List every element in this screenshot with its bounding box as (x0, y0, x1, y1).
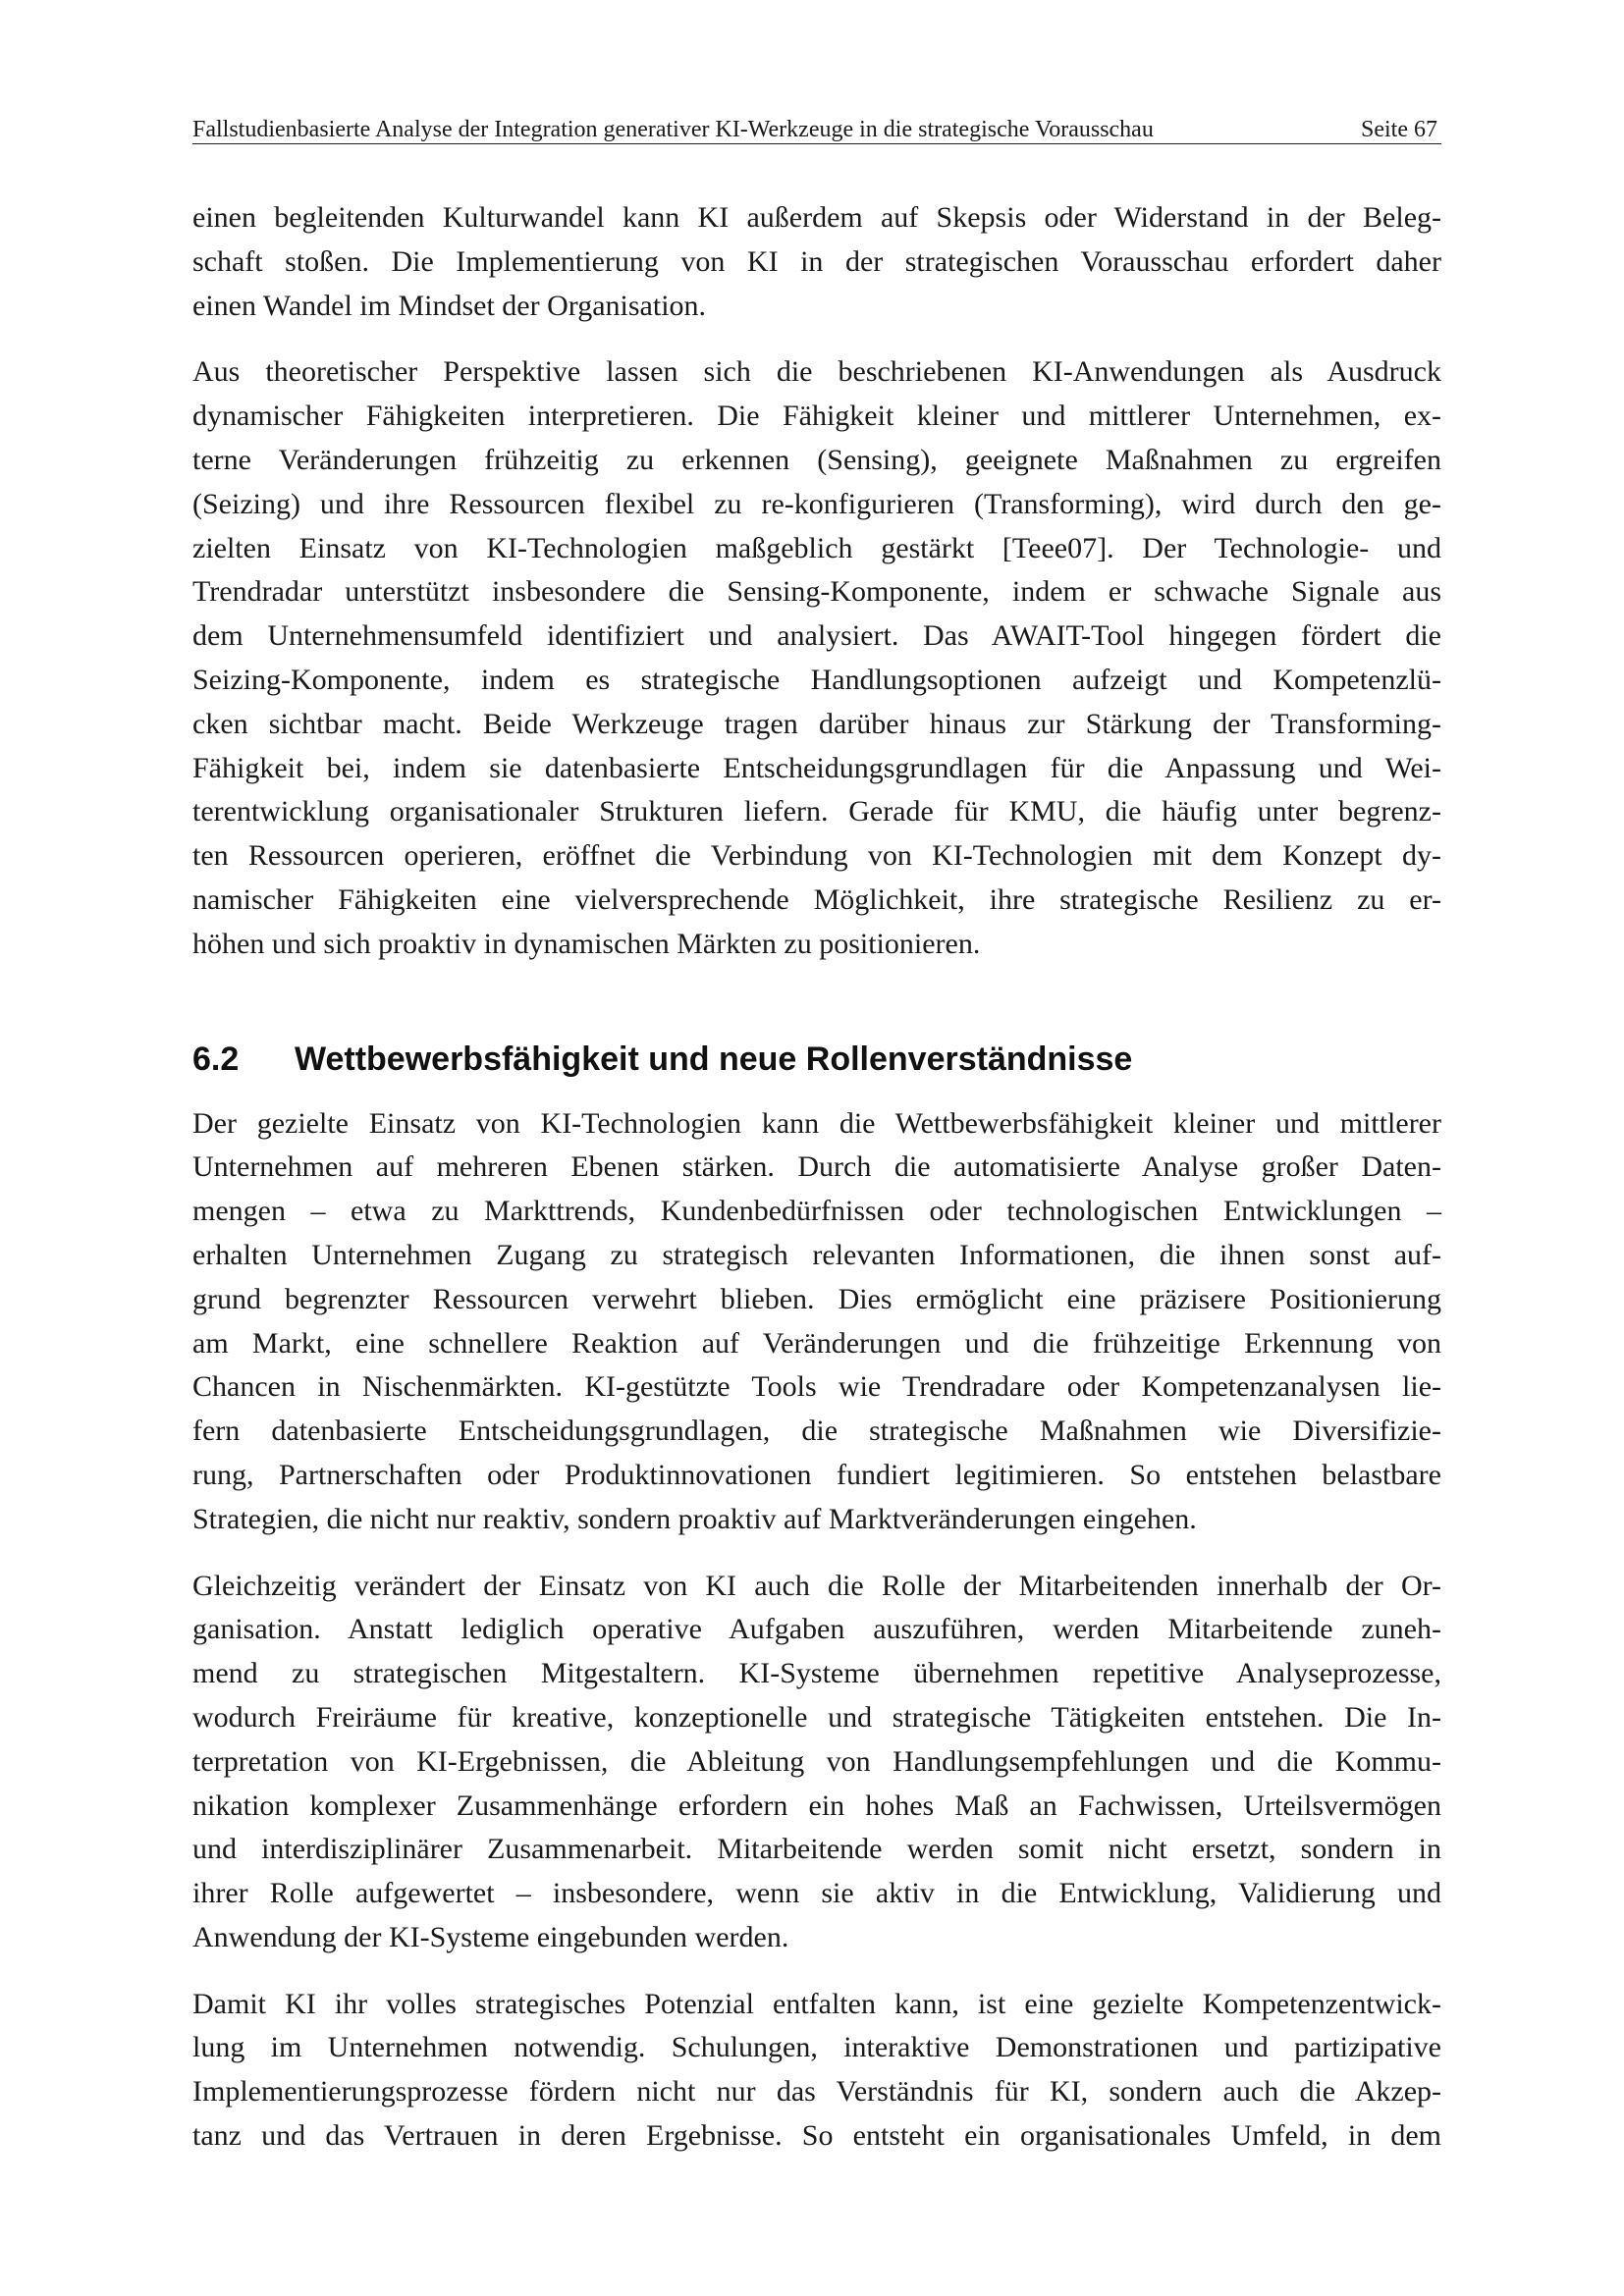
text-line: Unternehmen auf mehreren Ebenen stärken. Durch die automatisierte Analyse großer Daten- (192, 1150, 1441, 1184)
text-line: fern datenbasierte Entscheidungsgrundlagen, die strategische Maßnahmen wie Diversifizie- (192, 1415, 1441, 1448)
paragraph (192, 350, 1441, 966)
paragraph (192, 1983, 1441, 2159)
text-line: Seizing-Komponente, indem es strategische Handlungsoptionen aufzeigt und Kompetenzlü- (192, 663, 1441, 696)
text-line: ganisation. Anstatt lediglich operative Aufgaben auszuführen, werden Mitarbeitende zuneh- (192, 1613, 1441, 1646)
text-line: tanz und das Vertrauen in deren Ergebnisse. So entsteht ein organisationales Umfeld, in dem (192, 2119, 1441, 2153)
text-line: ihrer Rolle aufgewertet – insbesondere, wenn sie aktiv in die Entwicklung, Validierung und (192, 1877, 1441, 1910)
text-line: dynamischer Fähigkeiten interpretieren. Die Fähigkeit kleiner und mittlerer Unternehmen, ex- (192, 400, 1441, 433)
running-header-title: Fallstudienbasierte Analyse der Integration generativer KI-Werkzeuge in die strategische Vorausschau (192, 117, 1154, 142)
text-line: einen begleitenden Kulturwandel kann KI außerdem auf Skepsis oder Widerstand in der Beleg- (192, 201, 1441, 234)
text-line: Gleichzeitig verändert der Einsatz von KI auch die Rolle der Mitarbeitenden innerhalb der Or- (192, 1569, 1441, 1602)
text-line: und interdisziplinärer Zusammenarbeit. Mitarbeitende werden somit nicht ersetzt, sondern in (192, 1833, 1441, 1866)
text-line: Fähigkeit bei, indem sie datenbasierte Entscheidungsgrundlagen für die Anpassung und Wei- (192, 751, 1441, 784)
paragraph (192, 1102, 1441, 1542)
text-line: Aus theoretischer Perspektive lassen sich die beschriebenen KI-Anwendungen als Ausdruck (192, 355, 1441, 389)
text-line: mend zu strategischen Mitgestaltern. KI-Systeme übernehmen repetitive Analyseprozesse, (192, 1657, 1441, 1690)
text-line: rung, Partnerschaften oder Produktinnovationen fundiert legitimieren. So entstehen belastbare (192, 1458, 1441, 1491)
paragraphs-before-section (192, 196, 1441, 967)
section-title: Wettbewerbsfähigkeit und neue Rollenverständnisse (295, 1040, 1133, 1078)
text-line: Strategien, die nicht nur reaktiv, sondern proaktiv auf Marktveränderungen eingehen. (192, 1502, 1197, 1535)
text-line: Trendradar unterstützt insbesondere die Sensing-Komponente, indem er schwache Signale aus (192, 575, 1441, 609)
text-line: wodurch Freiräume für kreative, konzeptionelle und strategische Tätigkeiten entstehen. Die In- (192, 1700, 1441, 1734)
text-line: terpretation von KI-Ergebnissen, die Ableitung von Handlungsempfehlungen und die Kommu- (192, 1744, 1441, 1778)
paragraphs-after-section (192, 1102, 1441, 2159)
text-line: terne Veränderungen frühzeitig zu erkennen (Sensing), geeignete Maßnahmen zu ergreifen (192, 443, 1441, 476)
text-line: (Seizing) und ihre Ressourcen flexibel zu re-konfigurieren (Transforming), wird durch den ge- (192, 487, 1441, 520)
text-line: nikation komplexer Zusammenhänge erfordern ein hohes Maß an Fachwissen, Urteilsvermögen (192, 1789, 1441, 1822)
text-line: Damit KI ihr volles strategisches Potenzial entfalten kann, ist eine gezielte Kompetenzentwick- (192, 1987, 1441, 2020)
text-line: zielten Einsatz von KI-Technologien maßgeblich gestärkt [Teee07]. Der Technologie- und (192, 531, 1441, 564)
text-line: grund begrenzter Ressourcen verwehrt blieben. Dies ermöglicht eine präzisere Positionierung (192, 1282, 1441, 1315)
section-number: 6.2 (192, 1040, 240, 1078)
text-line: Implementierungsprozesse fördern nicht nur das Verständnis für KI, sondern auch die Akzep- (192, 2075, 1441, 2109)
text-line: erhalten Unternehmen Zugang zu strategisch relevanten Informationen, die ihnen sonst auf- (192, 1238, 1441, 1271)
text-line: Der gezielte Einsatz von KI-Technologien kann die Wettbewerbsfähigkeit kleiner und mittlerer (192, 1106, 1441, 1140)
section-heading (192, 1038, 1441, 1081)
paragraph (192, 196, 1441, 328)
text-line: höhen und sich proaktiv in dynamischen Märkten zu positionieren. (192, 927, 981, 960)
paragraph (192, 1565, 1441, 1960)
text-line: lung im Unternehmen notwendig. Schulungen, interaktive Demonstrationen und partizipative (192, 2031, 1441, 2064)
text-line: ten Ressourcen operieren, eröffnet die Verbindung von KI-Technologien mit dem Konzept dy- (192, 839, 1441, 873)
text-line: einen Wandel im Mindset der Organisation. (192, 289, 707, 322)
text-line: mengen – etwa zu Markttrends, Kundenbedürfnissen oder technologischen Entwicklungen – (192, 1195, 1441, 1228)
text-line: Chancen in Nischenmärkten. KI-gestützte Tools wie Trendradare oder Kompetenzanalysen lie- (192, 1370, 1441, 1404)
running-header (192, 110, 1441, 144)
document-body (192, 196, 1441, 2181)
text-line: cken sichtbar macht. Beide Werkzeuge tragen darüber hinaus zur Stärkung der Transforming- (192, 707, 1441, 740)
text-line: am Markt, eine schnellere Reaktion auf Veränderungen und die frühzeitige Erkennung von (192, 1326, 1441, 1360)
text-line: namischer Fähigkeiten eine vielversprechende Möglichkeit, ihre strategische Resilienz zu er- (192, 882, 1441, 916)
text-line: dem Unternehmensumfeld identifiziert und analysiert. Das AWAIT-Tool hingegen fördert die (192, 619, 1441, 653)
text-line: schaft stoßen. Die Implementierung von KI in der strategischen Vorausschau erfordert daher (192, 244, 1441, 278)
text-line: Anwendung der KI-Systeme eingebunden werden. (192, 1920, 789, 1953)
page-number: Seite 67 (1361, 117, 1437, 142)
text-line: terentwicklung organisationaler Strukturen liefern. Gerade für KMU, die häufig unter begrenz- (192, 795, 1441, 828)
